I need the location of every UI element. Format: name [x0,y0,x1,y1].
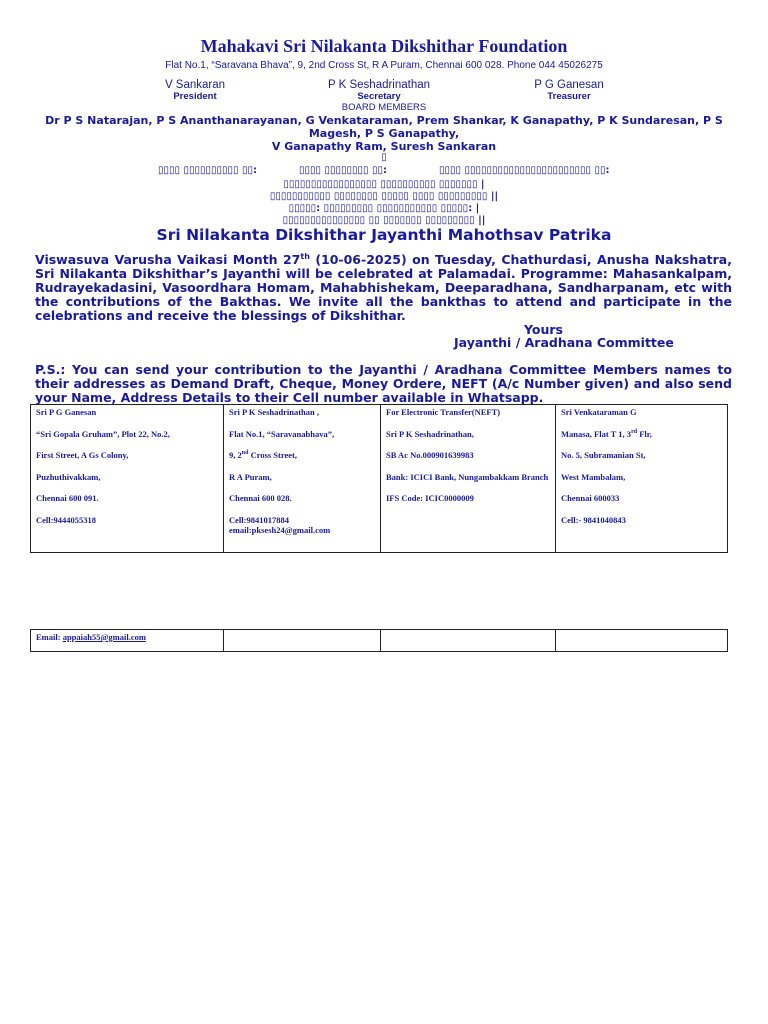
empty-cell [556,630,728,652]
table-row [31,405,728,553]
officer-secretary [289,79,469,102]
contact-line: Sri P G Ganesan [36,407,97,417]
contact-text: 9, 2 [229,450,242,460]
officer-role: Secretary [357,91,401,102]
contact-cell-venkataraman [556,405,728,553]
contact-line: For Electronic Transfer(NEFT) [386,407,501,417]
tamil-heading: ▯▯▯▯ ▯▯▯▯▯▯▯▯▯▯ ▯▯: [158,165,258,176]
email-link[interactable]: appaiah55@gmail.com [62,632,146,642]
table-row [31,630,728,652]
ordinal-suffix: th [300,251,310,261]
contact-line: Puzhuthivakkam, [36,471,101,482]
tamil-verse-line: ▯▯▯▯▯: ▯▯▯▯▯▯▯▯▯ ▯▯▯▯▯▯▯▯▯▯▯ ▯▯▯▯▯: | [288,203,480,214]
officer-name: P G Ganesan [534,79,604,91]
invitation-text: (10-06-2025) on Tuesday, Chathurdasi, Anusha Nakshatra, Sri Nilakanta Dikshithar’s Jayanthi will be celebrated at Palamadai. Programme: Mahasankalpam, Rudrayekadasini, Vasoordhara Homam, Mahabhishekam, Deeparadhana, Sandharpanam, etc with the contributions of the Bakthas. We invite all the bankthas to attend and participate in the celebrations and receive the blessings of Dikshithar. [35,252,732,323]
board-members-list [40,114,728,153]
foundation-address: Flat No.1, “Saravana Bhava”, 9, 2nd Cross St, R A Puram, Chennai 600 028. Phone 044 45026275 [165,60,603,71]
contact-line [561,429,722,439]
contact-line: Chennai 600 028. [229,493,292,503]
contact-cell-ganesan [31,405,224,553]
officer-name: V Sankaran [164,79,226,91]
board-members-line: Magesh, P S Ganapathy, [308,127,460,140]
invitation-text: Viswasuva Varusha Vaikasi Month 27 [35,252,301,267]
postscript-paragraph: P.S.: You can send your contribution to the Jayanthi / Aradhana Committee Members names to their addresses as Demand Draft, Cheque, Money Ordere, NEFT (A/c Number given) and also send your Name, Address Details to their Cell number available in Whatsapp. [35,362,732,405]
contact-email: email:pksesh24@gmail.com [229,524,331,535]
empty-cell [381,630,556,652]
contact-line: No. 5, Subramanian St, [561,450,646,460]
officer-role: President [173,91,217,102]
patrika-title: Sri Nilakanta Dikshithar Jayanthi Mahothsav Patrika [156,226,612,244]
board-members-line: Dr P S Natarajan, P S Ananthanarayanan, G Venkataraman, Prem Shankar, K Ganapathy, P K Sundaresan, P S [45,114,723,127]
contact-line: Sri P K Seshadrinathan, [386,428,474,439]
ordinal-suffix: rd [631,428,638,435]
tamil-verse-line: ▯▯▯▯▯▯▯▯▯▯▯▯▯▯▯ ▯▯ ▯▯▯▯▯▯▯ ▯▯▯▯▯▯▯▯▯ || [282,215,486,226]
closing-yours: Yours [524,322,563,337]
email-cell [31,630,224,652]
contacts-table [30,404,728,553]
tamil-verse-line: ▯▯▯▯▯▯▯▯▯▯▯ ▯▯▯▯▯▯▯▯ ▯▯▯▯▯ ▯▯▯▯ ▯▯▯▯▯▯▯▯▯ || [269,191,499,202]
contact-line: Chennai 600033 [561,493,620,503]
contact-line: Cell:- 9841040843 [561,514,626,525]
ordinal-suffix: nd [241,450,249,457]
email-label: Email: [36,632,63,642]
missing-glyph: ▯ [381,152,387,163]
contact-line: Chennai 600 091. [36,493,99,503]
contact-text: Cross Street, [248,450,297,460]
board-members-label: BOARD MEMBERS [341,102,427,113]
officer-name: P K Seshadrinathan [327,79,431,91]
board-members-line: V Ganapathy Ram, Suresh Sankaran [271,140,497,153]
tamil-verse-line: ▯▯▯▯▯▯▯▯▯▯▯▯▯▯▯▯▯ ▯▯▯▯▯▯▯▯▯▯ ▯▯▯▯▯▯▯ | [283,179,485,190]
contact-text: Manasa, Flat T 1, 3 [561,428,632,439]
officer-role: Treasurer [547,91,591,102]
contact-text: Flr, [637,428,652,439]
contact-line: Sri Venkataraman G [561,407,637,417]
closing-committee: Jayanthi / Aradhana Committee [454,335,674,350]
account-number: SB Ac No.000901639983 [386,450,474,460]
contact-line: Cell:9444055318 [36,514,96,525]
ifsc-code: IFS Code: ICIC0000009 [386,493,474,503]
email-table [30,629,728,652]
invitation-paragraph [35,253,732,323]
officer-treasurer [479,79,659,102]
contact-line: Sri P K Seshadrinathan , [229,407,319,417]
tamil-heading: ▯▯▯▯ ▯▯▯▯▯▯▯▯▯▯▯▯▯▯▯▯▯▯▯▯▯▯▯ ▯▯: [439,165,610,176]
contact-line: Flat No.1, “Saravanabhava”, [229,428,335,439]
contact-line [229,450,375,460]
contact-cell-seshadrinathan [224,405,381,553]
empty-cell [224,630,381,652]
foundation-title: Mahakavi Sri Nilakanta Dikshithar Foundation [200,36,568,56]
tamil-heading: ▯▯▯▯ ▯▯▯▯▯▯▯▯ ▯▯: [299,165,388,176]
bank-name: Bank: ICICI Bank, Nungambakkam Branch [386,471,549,482]
contact-line: R A Puram, [229,471,272,482]
contact-line: “Sri Gopala Gruham”, Plot 22, No.2, [36,428,170,439]
contact-line: First Street, A Gs Colony, [36,450,129,460]
officer-president [105,79,285,102]
contact-cell-neft [381,405,556,553]
contact-line: West Mambalam, [561,471,626,482]
contact-line: Cell:9841017884 [229,514,289,525]
